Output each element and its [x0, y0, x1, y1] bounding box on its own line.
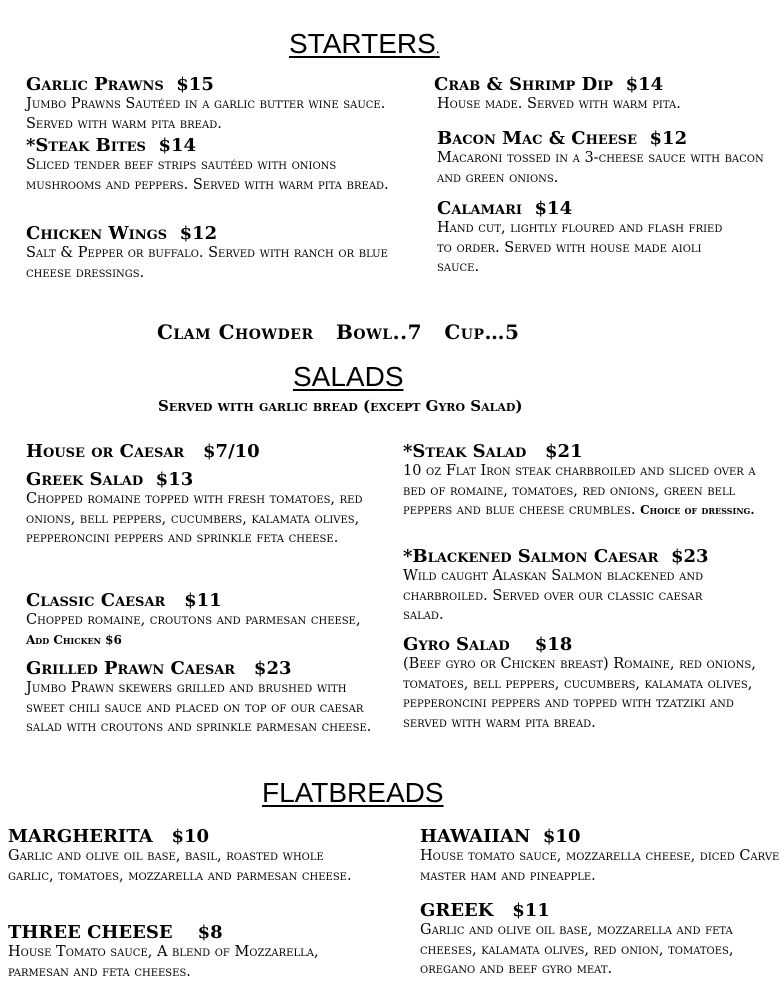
- starters-heading-text: STARTERS: [289, 28, 436, 59]
- salad-greek: [26, 469, 366, 549]
- item-description: Garlic and olive oil base, basil, roasted whole garlic, tomatoes, mozzarella and parmesan cheese.: [8, 848, 352, 884]
- item-title: Grilled Prawn Caesar $23: [26, 658, 292, 679]
- item-description: Jumbo Prawns Sautéed in a garlic butter wine sauce. Served with warm pita bread.: [26, 96, 386, 132]
- item-description: House made. Served with warm pita.: [437, 96, 681, 112]
- item-title: THREE CHEESE $8: [8, 922, 223, 943]
- salad-gyro: [403, 634, 780, 733]
- starter-steak-bites: [26, 135, 391, 195]
- item-description: (Beef gyro or Chicken breast) Romaine, red onions, tomatoes, bell peppers, cucumbers, kalamata olives, pepperoncini peppers and topped with tzatziki and served with warm pita bread.: [403, 656, 756, 731]
- item-title: Bacon Mac & Cheese $12: [437, 128, 688, 149]
- flatbread-three-cheese: [8, 922, 373, 982]
- item-title: MARGHERITA $10: [8, 826, 210, 847]
- salads-subtitle: Served with garlic bread (except Gyro Salad): [158, 397, 523, 415]
- starter-bacon-mac: [437, 128, 772, 188]
- item-title: HAWAIIAN $10: [420, 826, 581, 847]
- flatbread-margherita: [8, 826, 366, 886]
- flatbread-hawaiian: [420, 826, 780, 886]
- item-description: [26, 611, 366, 650]
- item-title: *Blackened Salmon Caesar $23: [403, 546, 709, 567]
- item-title: *Steak Bites $14: [26, 135, 197, 156]
- item-title: *Steak Salad $21: [403, 441, 583, 462]
- flatbreads-heading: FLATBREADS: [262, 777, 444, 808]
- starter-chicken-wings: [26, 223, 391, 283]
- starter-garlic-prawns: [26, 74, 391, 134]
- item-title: Calamari $14: [437, 198, 573, 219]
- clam-chowder-line: Clam Chowder Bowl..7 Cup…5: [157, 320, 520, 344]
- starter-calamari: [437, 198, 727, 278]
- salad-steak: [403, 441, 758, 521]
- flatbread-greek: [420, 900, 778, 980]
- salad-house-caesar: [26, 441, 391, 462]
- item-description: Wild caught Alaskan Salmon blackened and charbroiled. Served over our classic caesar salad.: [403, 568, 704, 623]
- item-title: House or Caesar $7/10: [26, 441, 260, 462]
- item-title: Garlic Prawns $15: [26, 74, 214, 95]
- salad-classic-caesar: [26, 590, 366, 650]
- item-description: Macaroni tossed in a 3-cheese sauce with bacon and green onions.: [437, 150, 764, 186]
- item-title: Crab & Shrimp Dip $14: [434, 74, 664, 95]
- item-title: GREEK $11: [420, 900, 550, 921]
- item-description-text: 10 oz Flat Iron steak charbroiled and sliced over a bed of romaine, tomatoes, red onions, green bell peppers and blue cheese crumbles.: [403, 463, 756, 518]
- item-title: Chicken Wings $12: [26, 223, 218, 244]
- item-description: House tomato sauce, mozzarella cheese, diced Carve master ham and pineapple.: [420, 848, 780, 884]
- item-description: Salt & Pepper or buffalo. Served with ranch or blue cheese dressings.: [26, 245, 388, 281]
- starters-heading-dot: .: [435, 40, 440, 56]
- item-description: House Tomato sauce, A blend of Mozzarella, parmesan and feta cheeses.: [8, 944, 319, 980]
- item-title: Classic Caesar $11: [26, 590, 222, 611]
- item-description-text: Chopped romaine, croutons and parmesan cheese,: [26, 612, 361, 628]
- add-chicken-note: Add Chicken $6: [26, 632, 122, 647]
- starter-crab-shrimp-dip: [434, 74, 774, 115]
- item-title: Greek Salad $13: [26, 469, 194, 490]
- salad-blackened-salmon: [403, 546, 763, 626]
- item-description: [403, 462, 758, 521]
- item-description: Chopped romaine topped with fresh tomatoes, red onions, bell peppers, cucumbers, kalamata olives, pepperoncini peppers and sprinkle feta cheese.: [26, 491, 363, 546]
- item-title: Gyro Salad $18: [403, 634, 573, 655]
- salads-heading: SALADS: [293, 361, 404, 392]
- item-description: Jumbo Prawn skewers grilled and brushed with sweet chili sauce and placed on top of our caesar salad with croutons and sprinkle parmesan cheese.: [26, 680, 372, 735]
- item-description: Sliced tender beef strips sautéed with onions mushrooms and peppers. Served with warm pita bread.: [26, 157, 389, 193]
- item-description: Garlic and olive oil base, mozzarella and feta cheeses, kalamata olives, red onion, tomatoes, oregano and beef gyro meat.: [420, 922, 734, 977]
- salad-grilled-prawn-caesar: [26, 658, 388, 738]
- starters-heading: [289, 28, 440, 60]
- dressing-note: Choice of dressing.: [640, 503, 755, 517]
- item-description: Hand cut, lightly floured and flash fried to order. Served with house made aioli sauce.: [437, 220, 723, 275]
